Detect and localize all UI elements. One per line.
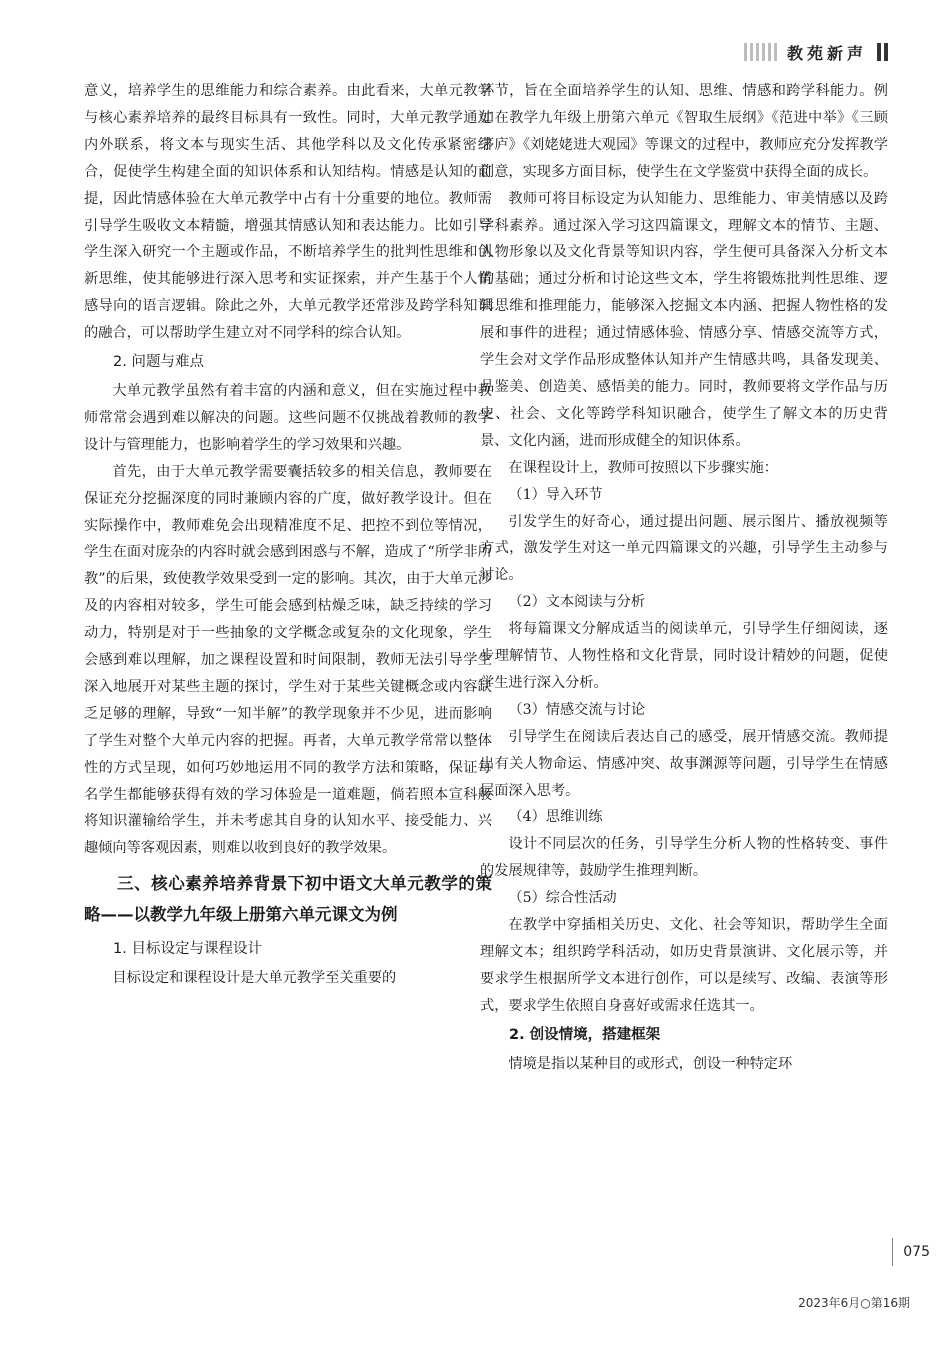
section-heading: 三、核心素养培养背景下初中语文大单元教学的策略——以教学九年级上册第六单元课文为例 (84, 874, 492, 925)
right-text-column (480, 78, 888, 1078)
header-decoration-right (877, 43, 888, 61)
paragraph: 情境是指以某种目的或形式，创设一种特定环 (508, 1055, 793, 1072)
subsection-heading: 2. 创设情境，搭建框架 (509, 1026, 661, 1043)
paragraph: 引导学生在阅读后表达自己的感受，展开情感交流。教师提出有关人物命运、情感冲突、故事渊源等问题，引导学生在情感层面深入思考。 (480, 728, 888, 799)
paragraph: 在课程设计上，教师可按照以下步骤实施： (508, 459, 778, 476)
subsection-heading: 1. 目标设定与课程设计 (113, 941, 262, 958)
subsection-heading: 2. 问题与难点 (113, 354, 204, 371)
paragraph: 大单元教学虽然有着丰富的内涵和意义，但在实施过程中教师常常会遇到难以解决的问题。这些问题不仅挑战着教师的教学设计与管理能力，也影响着学生的学习效果和兴趣。 (84, 382, 492, 453)
paragraph-continued: 意义，培养学生的思维能力和综合素养。由此看来，大单元教学与核心素养培养的最终目标具有一致性。同时，大单元教学通过内外联系，将文本与现实生活、其他学科以及文化传承紧密结合，促使学生构建全面的知识体系和认知结构。情感是认知的前提，因此情感体验在大单元教学中占有十分重要的地位。教师需引导学生吸收文本精髓，增强其情感认知和表达能力。比如引导学生深入研究一个主题或作品，不断培养学生的批判性思维和创新思维，使其能够进行深入思考和实证探索，并产生基于个人情感导向的语言逻辑。除此之外，大单元教学还常涉及跨学科知识的融合，可以帮助学生建立对不同学科的综合认知。 (84, 83, 492, 342)
paragraph: 教师可将目标设定为认知能力、思维能力、审美情感以及跨学科素养。通过深入学习这四篇课文，理解文本的情节、主题、人物形象以及文化背景等知识内容，学生便可具备深入分析文本的基础；通过分析和讨论这些文本，学生将锻炼批判性思维、逻辑思维和推理能力，能够深入挖掘文本内涵、把握人物性格的发展和事件的进程；通过情感体验、情感分享、情感交流等方式，学生会对文学作品形成整体认知并产生情感共鸣，具备发现美、品鉴美、创造美、感悟美的能力。同时，教师要将文学作品与历史、社会、文化等跨学科知识融合，使学生了解文本的历史背景、文化内涵，进而形成健全的知识体系。 (480, 190, 888, 449)
left-text-column (84, 78, 492, 992)
paragraph: （5）综合性活动 (508, 890, 617, 907)
paragraph: 设计不同层次的任务，引导学生分析人物的性格转变、事件的发展规律等，鼓励学生推理判断。 (480, 836, 888, 880)
page-number: 075 (892, 1238, 930, 1266)
paragraph: （4）思维训练 (508, 809, 603, 826)
running-header (744, 40, 888, 64)
issue-label: 2023年6月○第16期 (798, 1296, 910, 1310)
journal-section-title: 教苑新声 (786, 43, 867, 63)
paragraph: 在教学中穿插相关历史、文化、社会等知识，帮助学生全面理解文本；组织跨学科活动，如历史背景演讲、文化展示等，并要求学生根据所学文本进行创作，可以是续写、改编、表演等形式，要求学生依照自身喜好或需求任选其一。 (480, 917, 888, 1014)
paragraph: 将每篇课文分解成适当的阅读单元，引导学生仔细阅读，逐步理解情节、人物性格和文化背景，同时设计精妙的问题，促使学生进行深入分析。 (480, 621, 888, 691)
header-decoration-left (744, 43, 777, 61)
paragraph: （3）情感交流与讨论 (508, 701, 646, 718)
paragraph: （2）文本阅读与分析 (508, 594, 646, 611)
paragraph: 引发学生的好奇心，通过提出问题、展示图片、播放视频等方式，激发学生对这一单元四篇课文的兴趣，引导学生主动参与讨论。 (480, 513, 888, 584)
paragraph: 首先，由于大单元教学需要囊括较多的相关信息，教师要在保证充分挖掘深度的同时兼顾内容的广度，做好教学设计。但在实际操作中，教师难免会出现精准度不足、把控不到位等情况，学生在面对庞杂的内容时就会感到困惑与不解，造成了“所学非所教”的后果，致使教学效果受到一定的影响。其次，由于大单元涉及的内容相对较多，学生可能会感到枯燥乏味，缺乏持续的学习动力，特别是对于一些抽象的文学概念或复杂的文化现象，学生会感到难以理解，加之课程设置和时间限制，教师无法引导学生深入地展开对某些主题的探讨，学生对于某些关键概念或内容缺乏足够的理解，导致“一知半解”的教学现象并不少见，进而影响了学生对整个大单元内容的把握。再者，大单元教学常常以整体性的方式呈现，如何巧妙地运用不同的教学方法和策略，保证每名学生都能够获得有效的学习体验是一道难题，倘若照本宣科般将知识灌输给学生，并未考虑其自身的认知水平、接受能力、兴趣倾向等客观因素，则难以收到良好的教学效果。 (84, 463, 492, 857)
paragraph-continued: 环节，旨在全面培养学生的认知、思维、情感和跨学科能力。例如在教学九年级上册第六单元《智取生辰纲》《范进中举》《三顾茅庐》《刘姥姥进大观园》等课文的过程中，教师应充分发挥教学创意，实现多方面目标，使学生在文学鉴赏中获得全面的成长。 (480, 83, 888, 180)
paragraph: （1）导入环节 (508, 486, 603, 503)
paragraph: 目标设定和课程设计是大单元教学至关重要的 (112, 970, 397, 987)
